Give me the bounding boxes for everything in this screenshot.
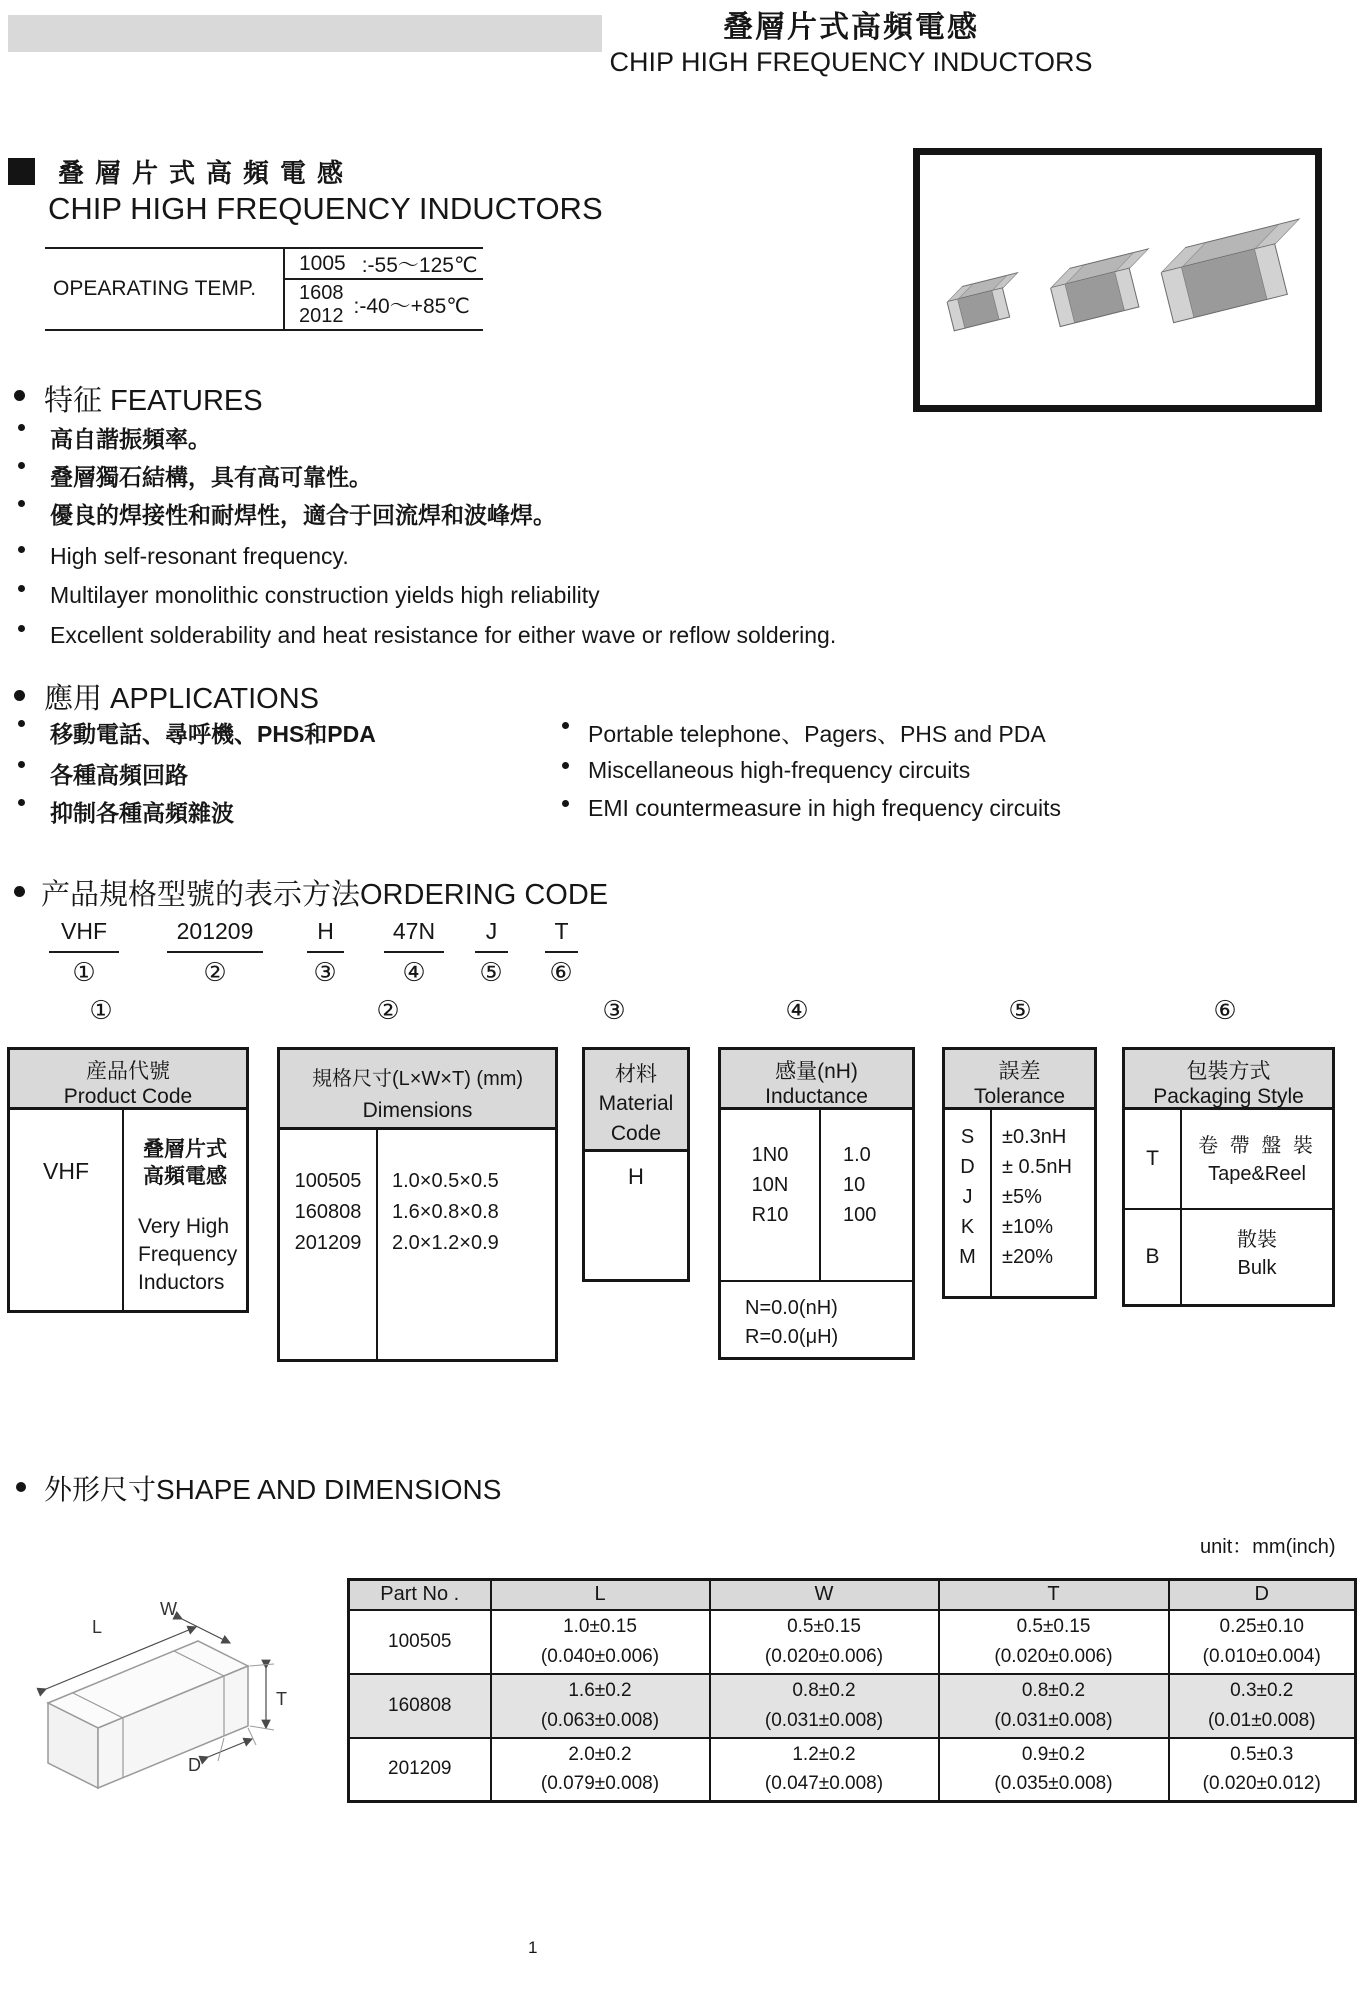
tolerance-body [945, 1110, 1094, 1296]
ordering-code-part-6: T [545, 918, 578, 953]
section-heading-en: CHIP HIGH FREQUENCY INDUCTORS [48, 191, 603, 226]
inductance-code: R10 [751, 1204, 789, 1226]
product-code-header [10, 1050, 246, 1110]
inductance-body [721, 1110, 912, 1282]
packaging-desc-tape-zh: 卷 帶 盤 裝 [1198, 1135, 1316, 1157]
ordering-code-part-2: 201209 [167, 918, 263, 953]
dim-t-inch: (0.031±0.008) [994, 1709, 1113, 1731]
page-title-en: CHIP HIGH FREQUENCY INDUCTORS [609, 47, 1093, 77]
chip-image-medium [1047, 254, 1140, 327]
feature-item-zh-3: 優良的焊接性和耐焊性，適合于回流焊和波峰焊。 [50, 502, 556, 528]
dim-d-inch: (0.010±0.004) [1202, 1645, 1321, 1667]
features-heading-bullet [14, 390, 25, 401]
dim-t [939, 1674, 1169, 1738]
temp-code-1608: 1608 [299, 281, 344, 304]
table-row-160808 [349, 1674, 1356, 1738]
table-circle-1: ① [89, 995, 113, 1025]
diagram-label-t: T [276, 1689, 287, 1709]
application-item-bullet [18, 720, 25, 727]
application-item-en-3: EMI countermeasure in high frequency circuits [588, 795, 1061, 821]
inductance-table [718, 1047, 915, 1360]
dim-l [491, 1610, 710, 1674]
inductance-code: 1N0 [751, 1144, 789, 1166]
product-desc-en-2: Frequency [138, 1242, 238, 1266]
temp-row-1005 [285, 249, 483, 280]
tolerance-table [942, 1047, 1097, 1299]
application-item-bullet [562, 722, 569, 729]
dim-w-inch: (0.031±0.008) [764, 1709, 884, 1731]
operating-temp-values [285, 249, 483, 329]
feature-item-zh-1: 高自諧振頻率。 [50, 426, 211, 452]
dim-w-mm: 0.5±0.15 [787, 1616, 861, 1638]
temp-code-2012: 2012 [299, 304, 344, 327]
dim-d [1169, 1738, 1356, 1802]
product-desc-en-1: Very High [138, 1214, 230, 1238]
dim-l-inch: (0.040±0.006) [540, 1645, 660, 1667]
ordering-code-part-4: 47N [384, 918, 444, 953]
feature-item-en-3: Excellent solderability and heat resistance for either wave or reflow soldering. [50, 622, 837, 648]
application-item-bullet [18, 761, 25, 768]
tolerance-code: M [959, 1246, 976, 1268]
dim-t-inch: (0.035±0.008) [994, 1773, 1113, 1795]
dim-l-inch: (0.079±0.008) [540, 1773, 660, 1795]
diagram-label-d: D [188, 1755, 201, 1775]
dim-t-inch: (0.020±0.006) [994, 1645, 1113, 1667]
part-no: 201209 [349, 1738, 491, 1802]
inductance-codes [721, 1110, 821, 1280]
product-code-table [7, 1047, 249, 1313]
unit-note: unit：mm(inch) [1200, 1536, 1336, 1558]
packaging-table [1122, 1047, 1335, 1307]
feature-item-en-2: Multilayer monolithic construction yields high reliability [50, 582, 600, 608]
part-no: 100505 [349, 1610, 491, 1674]
dim-w [710, 1610, 939, 1674]
tolerance-value: ±0.3nH [1002, 1126, 1067, 1148]
dim-d [1169, 1674, 1356, 1738]
product-code-title-zh: 産品代號 [86, 1060, 170, 1083]
feature-item-bullet [18, 546, 25, 553]
dim-l [491, 1674, 710, 1738]
dimensions-codes [280, 1130, 378, 1359]
inductance-value: 1.0 [843, 1144, 871, 1166]
product-code-title-en: Product Code [63, 1085, 193, 1108]
dim-d-inch: (0.020±0.012) [1202, 1773, 1321, 1795]
ordering-code-part-3: H [307, 918, 344, 953]
diagram-label-w: W [160, 1599, 177, 1619]
product-desc-zh-2: 高頻電感 [143, 1165, 227, 1189]
dim-t-mm: 0.5±0.15 [1016, 1616, 1091, 1638]
table-circle-6: ⑥ [1213, 995, 1237, 1025]
inductance-code: 10N [751, 1174, 789, 1196]
packaging-row-bulk [1125, 1210, 1332, 1304]
dim-d [1169, 1610, 1356, 1674]
inductance-note [721, 1282, 912, 1352]
dim-d-mm: 0.25±0.10 [1219, 1616, 1304, 1638]
inductance-title-zh: 感量(nH) [775, 1060, 858, 1083]
ordering-heading-bullet [14, 886, 25, 897]
table-circle-5: ⑤ [1008, 995, 1032, 1025]
dimensions-body [280, 1130, 555, 1359]
packaging-title-en: Packaging Style [1153, 1085, 1304, 1108]
shape-dimensions-table [347, 1578, 1357, 1803]
code-circle-6: ⑥ [549, 957, 573, 987]
application-item-en-1: Portable telephone、Pagers、PHS and PDA [588, 721, 1046, 747]
tolerance-values [992, 1110, 1094, 1296]
application-item-bullet [18, 799, 25, 806]
dimension-code: 201209 [294, 1232, 362, 1254]
dim-d-inch: (0.01±0.008) [1207, 1709, 1316, 1731]
application-item-en-2: Miscellaneous high-frequency circuits [588, 757, 971, 783]
feature-item-en-1: High self-resonant frequency. [50, 543, 349, 569]
packaging-header [1125, 1050, 1332, 1110]
feature-item-bullet [18, 500, 25, 507]
shape-heading: 外形尺寸SHAPE AND DIMENSIONS [44, 1474, 502, 1505]
packaging-desc-tape [1182, 1110, 1332, 1208]
operating-temp-table [45, 247, 483, 331]
code-circle-2: ② [203, 957, 227, 987]
packaging-desc-tape-en: Tape&Reel [1208, 1163, 1306, 1185]
tolerance-value: ±10% [1002, 1216, 1054, 1238]
inductance-note-r: R=0.0(μH) [745, 1326, 839, 1348]
table-circle-3: ③ [602, 995, 626, 1025]
feature-item-bullet [18, 585, 25, 592]
packaging-desc-bulk [1182, 1210, 1332, 1304]
dim-l-inch: (0.063±0.008) [540, 1709, 660, 1731]
dimensions-values [378, 1130, 555, 1359]
material-code-table [582, 1047, 690, 1282]
inductance-value: 10 [843, 1174, 866, 1196]
material-title-zh: 材料 [615, 1063, 657, 1086]
dim-w-inch: (0.047±0.008) [764, 1773, 884, 1795]
tolerance-code: J [962, 1186, 973, 1208]
tolerance-value: ±5% [1002, 1186, 1042, 1208]
product-code-value: VHF [10, 1110, 124, 1310]
dim-w-mm: 1.2±0.2 [792, 1743, 856, 1765]
dim-d-mm: 0.3±0.2 [1230, 1680, 1294, 1702]
section-square-bullet [8, 158, 35, 185]
material-value: H [628, 1164, 644, 1189]
product-code-desc [124, 1110, 246, 1310]
temp-row-1608-2012 [285, 280, 483, 329]
application-item-bullet [562, 762, 569, 769]
dim-w-mm: 0.8±0.2 [792, 1680, 856, 1702]
temp-codes-stacked [299, 282, 344, 328]
table-row-100505 [349, 1610, 1356, 1674]
temp-code-1005: 1005 [299, 251, 346, 275]
packaging-desc-bulk-en: Bulk [1237, 1257, 1277, 1279]
table-row-201209 [349, 1738, 1356, 1802]
code-circle-3: ③ [313, 957, 337, 987]
dim-t [939, 1610, 1169, 1674]
material-header [585, 1050, 687, 1152]
inductance-values [821, 1110, 912, 1280]
chip-dimension-diagram [30, 1585, 340, 1825]
temp-range-1005: :-55～125℃ [361, 253, 478, 277]
inductance-value: 100 [843, 1204, 877, 1226]
page-header [608, 2, 1094, 78]
chip-image-small [944, 277, 1010, 332]
applications-heading: 應用 APPLICATIONS [44, 683, 320, 715]
header-gray-bar [8, 15, 602, 52]
dimensions-header [280, 1050, 555, 1130]
dim-t-mm: 0.9±0.2 [1021, 1743, 1086, 1765]
diagram-label-l: L [92, 1617, 103, 1637]
packaging-row-tape [1125, 1110, 1332, 1210]
application-item-zh-1: 移動電話、尋呼機、PHS和PDA [50, 721, 376, 747]
inductance-header [721, 1050, 912, 1110]
material-title-en-2: Code [610, 1122, 662, 1145]
dim-l-mm: 1.0±0.15 [563, 1616, 637, 1638]
shape-heading-bullet [16, 1482, 26, 1492]
dimension-value: 1.0×0.5×0.5 [392, 1170, 499, 1192]
code-circle-5: ⑤ [479, 957, 503, 987]
packaging-title-zh: 包裝方式 [1186, 1060, 1271, 1083]
col-header-d: D [1169, 1580, 1356, 1610]
feature-item-zh-2: 叠層獨石結構，具有高可靠性。 [50, 464, 372, 490]
packaging-desc-bulk-zh: 散裝 [1237, 1229, 1277, 1251]
table-circle-4: ④ [785, 995, 809, 1025]
dimensions-code-table [277, 1047, 558, 1362]
tolerance-header [945, 1050, 1094, 1110]
dim-w [710, 1738, 939, 1802]
dim-t [939, 1738, 1169, 1802]
tolerance-value: ±20% [1002, 1246, 1054, 1268]
tolerance-code: D [960, 1156, 975, 1178]
product-code-body [10, 1110, 246, 1310]
dimensions-title-zh: 規格尺寸(L×W×T) (mm) [311, 1068, 524, 1090]
temp-range-1608-2012: :-40～+85℃ [353, 294, 470, 318]
tolerance-code: K [960, 1216, 975, 1238]
dim-l-mm: 1.6±0.2 [568, 1680, 632, 1702]
dimension-code: 160808 [294, 1201, 362, 1223]
table-circle-2: ② [376, 995, 400, 1025]
feature-item-bullet [18, 424, 25, 431]
col-header-l: L [491, 1580, 710, 1610]
tolerance-title-en: Tolerance [973, 1085, 1066, 1108]
dim-w-inch: (0.020±0.006) [764, 1645, 884, 1667]
dim-d-mm: 0.5±0.3 [1230, 1743, 1294, 1765]
chip-photo-frame [913, 148, 1322, 412]
dimension-code: 100505 [294, 1170, 362, 1192]
dim-w [710, 1674, 939, 1738]
dim-l-mm: 2.0±0.2 [568, 1743, 632, 1765]
col-header-t: T [939, 1580, 1169, 1610]
application-item-zh-2: 各種高頻回路 [50, 762, 188, 788]
dimensions-header-row [349, 1580, 1356, 1610]
dimension-value: 2.0×1.2×0.9 [392, 1232, 499, 1254]
feature-item-bullet [18, 625, 25, 632]
applications-heading-bullet [14, 690, 25, 701]
dimension-value: 1.6×0.8×0.8 [392, 1201, 499, 1223]
packaging-code-b: B [1125, 1210, 1182, 1304]
dimensions-title-en: Dimensions [362, 1099, 473, 1122]
tolerance-code: S [960, 1126, 975, 1148]
tolerance-title-zh: 誤差 [998, 1060, 1041, 1083]
code-circle-4: ④ [402, 957, 426, 987]
features-heading: 特征 FEATURES [44, 385, 263, 417]
ordering-code-part-1: VHF [49, 918, 119, 953]
code-circle-1: ① [72, 957, 96, 987]
dim-l [491, 1738, 710, 1802]
operating-temp-label: OPEARATING TEMP. [45, 249, 285, 329]
dim-t-mm: 0.8±0.2 [1021, 1680, 1086, 1702]
col-header-w: W [710, 1580, 939, 1610]
tolerance-codes [945, 1110, 992, 1296]
ordering-code-part-5: J [475, 918, 508, 953]
chip-image-large [1156, 226, 1288, 323]
application-item-bullet [562, 800, 569, 807]
inductance-note-n: N=0.0(nH) [745, 1297, 838, 1319]
section-heading-zh: 叠層片式高頻電感 [58, 158, 355, 188]
part-no: 160808 [349, 1674, 491, 1738]
feature-item-bullet [18, 462, 25, 469]
col-header-part: Part No . [349, 1580, 491, 1610]
page-number: 1 [528, 1938, 538, 1957]
packaging-code-t: T [1125, 1110, 1182, 1208]
product-desc-en-3: Inductors [138, 1271, 225, 1295]
tolerance-value: ± 0.5nH [1002, 1156, 1072, 1178]
material-title-en-1: Material [598, 1092, 674, 1115]
ordering-heading: 产品規格型號的表示方法ORDERING CODE [41, 879, 609, 911]
product-desc-zh-1: 叠層片式 [143, 1138, 227, 1161]
inductance-title-en: Inductance [765, 1085, 868, 1108]
application-item-zh-3: 抑制各種高頻雜波 [50, 800, 234, 826]
page-title-zh: 叠層片式高頻電感 [723, 11, 979, 44]
